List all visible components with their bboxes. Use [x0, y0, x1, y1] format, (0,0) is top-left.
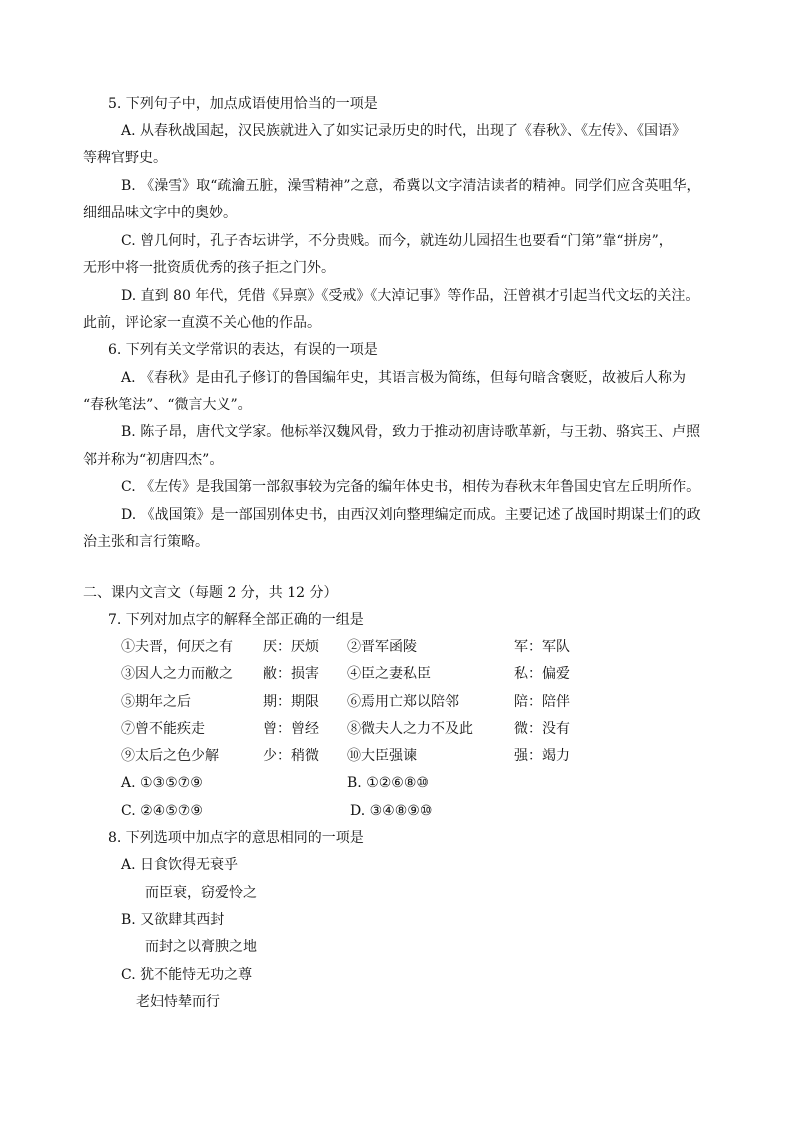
- q7-gloss-2: 军：军队: [514, 639, 570, 655]
- q5-option-b-line2: 细细品味文字中的奥妙。: [83, 205, 237, 221]
- q7-sentence-5: ⑤期年之后: [121, 694, 191, 710]
- q7-gloss-4: 私：偏爱: [514, 666, 570, 682]
- q8-option-a-line1: A. 日食饮得无衰乎: [121, 857, 239, 873]
- q6-stem: 6. 下列有关文学常识的表达，有误的一项是: [108, 342, 378, 358]
- q7-option-c: C. ②④⑤⑦⑨: [121, 803, 203, 819]
- q5-option-a-line1: A. 从春秋战国起，汉民族就进入了如实记录历史的时代，出现了《春秋》、《左传》、《国语》: [121, 123, 687, 139]
- q5-stem: 5. 下列句子中，加点成语使用恰当的一项是: [108, 96, 378, 112]
- q8-stem: 8. 下列选项中加点字的意思相同的一项是: [108, 830, 364, 846]
- q7-sentence-2: ②晋军函陵: [347, 639, 417, 655]
- q7-gloss-1: 厌：厌烦: [263, 639, 319, 655]
- q5-option-b-line1: B. 《澡雪》取“疏瀹五脏，澡雪精神”之意，希冀以文字清洁读者的精神。同学们应含英咀华，: [121, 178, 701, 194]
- q6-option-d-line2: 治主张和言行策略。: [83, 534, 209, 550]
- q7-gloss-5: 期：期限: [263, 694, 319, 710]
- q8-option-c-line2: 老妇恃辇而行: [136, 994, 220, 1010]
- q7-sentence-3: ③因人之力而敝之: [121, 666, 233, 682]
- q7-gloss-7: 曾：曾经: [263, 721, 319, 737]
- q8-option-b-line1: B. 又欲肆其西封: [121, 912, 225, 928]
- q5-option-a-line2: 等稗官野史。: [83, 150, 167, 166]
- q7-gloss-9: 少：稍微: [263, 748, 319, 764]
- q7-gloss-6: 陪：陪伴: [514, 694, 570, 710]
- q7-gloss-8: 微：没有: [514, 721, 570, 737]
- q6-option-b-line1: B. 陈子昂，唐代文学家。他标举汉魏风骨，致力于推动初唐诗歌革新，与王勃、骆宾王、卢照: [121, 424, 701, 440]
- q8-option-c-line1: C. 犹不能恃无功之尊: [121, 967, 253, 983]
- q5-option-c-line1: C. 曾几何时，孔子杏坛讲学，不分贵贱。而今，就连幼儿园招生也要看“门第”靠“拼房”，: [121, 233, 673, 249]
- q8-option-a-line2: 而臣衰，窃爱怜之: [145, 885, 257, 901]
- q7-stem: 7. 下列对加点字的解释全部正确的一组是: [108, 612, 364, 628]
- q7-sentence-1: ①夫晋，何厌之有: [121, 639, 233, 655]
- section-heading: 二、课内文言文（每题 2 分，共 12 分）: [83, 585, 338, 601]
- q7-sentence-6: ⑥焉用亡郑以陪邻: [347, 694, 459, 710]
- q7-sentence-9: ⑨太后之色少解: [121, 748, 219, 764]
- q6-option-c-line1: C. 《左传》是我国第一部叙事较为完备的编年体史书，相传为春秋末年鲁国史官左丘明所作。: [121, 479, 701, 495]
- q5-option-d-line1: D. 直到 80 年代，凭借《异禀》《受戒》《大淖记事》等作品，汪曾祺才引起当代文坛的关注。: [121, 288, 700, 304]
- q7-gloss-10: 强：竭力: [514, 748, 570, 764]
- q7-sentence-8: ⑧微夫人之力不及此: [347, 721, 473, 737]
- q6-option-a-line2: “春秋笔法”、“微言大义”。: [83, 397, 252, 413]
- q7-sentence-4: ④臣之妻私臣: [347, 666, 431, 682]
- q6-option-b-line2: 邻并称为“初唐四杰”。: [83, 452, 224, 468]
- q7-option-d: D. ③④⑧⑨⑩: [350, 803, 433, 819]
- q7-option-b: B. ①②⑥⑧⑩: [347, 775, 429, 791]
- q7-sentence-7: ⑦曾不能疾走: [121, 721, 205, 737]
- q6-option-d-line1: D. 《战国策》是一部国别体史书，由西汉刘向整理编定而成。主要记述了战国时期谋士们的政: [121, 507, 701, 523]
- q5-option-d-line2: 此前，评论家一直漠不关心他的作品。: [83, 315, 321, 331]
- q8-option-b-line2: 而封之以膏腴之地: [145, 939, 257, 955]
- q5-option-c-line2: 无形中将一批资质优秀的孩子拒之门外。: [83, 260, 335, 276]
- q6-option-a-line1: A. 《春秋》是由孔子修订的鲁国编年史，其语言极为简练，但每句暗含褒贬，故被后人称为: [121, 370, 687, 386]
- q7-option-a: A. ①③⑤⑦⑨: [121, 775, 203, 791]
- q7-gloss-3: 敝：损害: [263, 666, 319, 682]
- q7-sentence-10: ⑩大臣强谏: [347, 748, 417, 764]
